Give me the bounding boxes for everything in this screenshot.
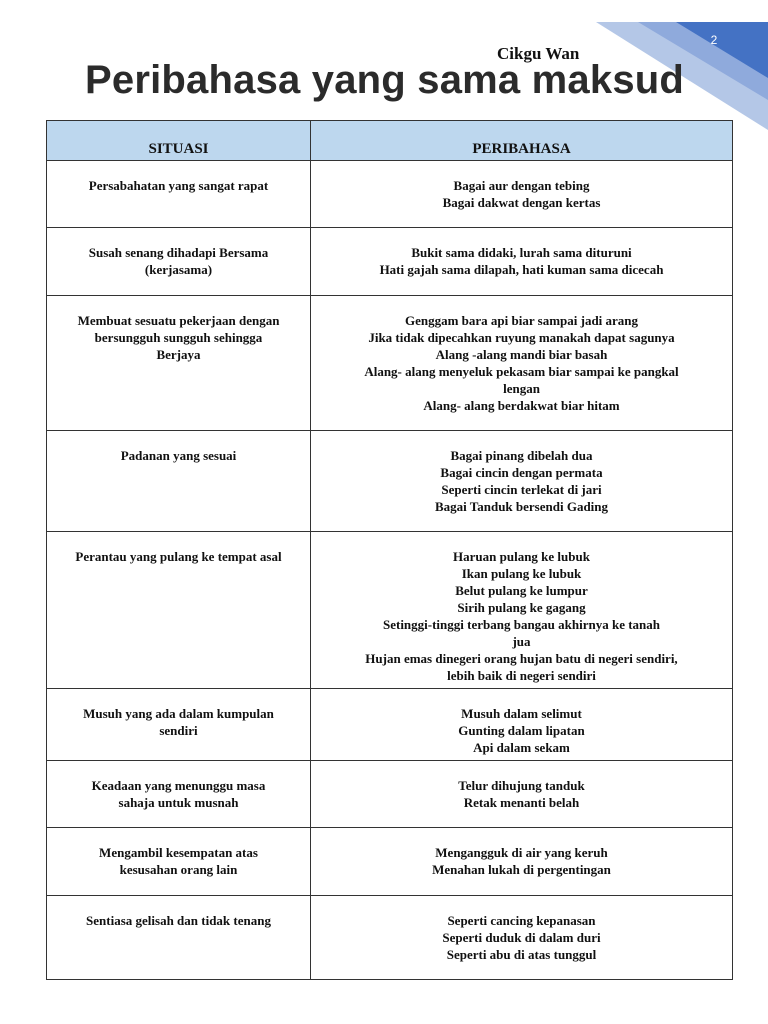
- situasi-line: Susah senang dihadapi Bersama: [88, 245, 269, 260]
- header-peribahasa: PERIBAHASA: [311, 121, 733, 161]
- peribahasa-cell: [311, 431, 733, 532]
- peribahasa-line: Hujan emas dinegeri orang hujan batu di negeri sendiri,: [365, 651, 678, 666]
- table-row: [47, 828, 733, 896]
- peribahasa-cell: [311, 761, 733, 828]
- peribahasa-line: Mengangguk di air yang keruh: [435, 845, 608, 860]
- peribahasa-line: Seperti abu di atas tunggul: [446, 947, 597, 962]
- table-row: [47, 296, 733, 431]
- peribahasa-cell: [311, 828, 733, 896]
- peribahasa-cell: [311, 689, 733, 761]
- peribahasa-cell: [311, 228, 733, 296]
- situasi-cell: [47, 161, 311, 228]
- table-row: [47, 532, 733, 689]
- page-number: 2: [710, 33, 718, 47]
- peribahasa-cell: [311, 296, 733, 431]
- situasi-line: bersungguh sungguh sehingga: [94, 330, 263, 345]
- situasi-line: Berjaya: [156, 347, 201, 362]
- table-row: [47, 228, 733, 296]
- peribahasa-line: Bagai cincin dengan permata: [440, 465, 603, 480]
- situasi-line: Persabahatan yang sangat rapat: [88, 178, 269, 193]
- proverb-table: [46, 120, 733, 980]
- peribahasa-line: Retak menanti belah: [463, 795, 580, 810]
- situasi-cell: [47, 896, 311, 980]
- peribahasa-cell: [311, 896, 733, 980]
- situasi-line: Padanan yang sesuai: [120, 448, 237, 463]
- table-header-row: [47, 121, 733, 161]
- peribahasa-line: Bagai dakwat dengan kertas: [442, 195, 601, 210]
- table-row: [47, 896, 733, 980]
- page-title: Peribahasa yang sama maksud: [85, 58, 685, 102]
- peribahasa-line: Bukit sama didaki, lurah sama dituruni: [411, 245, 632, 260]
- peribahasa-line: Seperti cancing kepanasan: [447, 913, 596, 928]
- situasi-line: Musuh yang ada dalam kumpulan: [83, 706, 274, 721]
- table-row: [47, 761, 733, 828]
- peribahasa-line: Haruan pulang ke lubuk: [453, 549, 590, 564]
- situasi-line: sahaja untuk musnah: [118, 795, 239, 810]
- situasi-cell: [47, 532, 311, 689]
- situasi-cell: [47, 689, 311, 761]
- situasi-cell: [47, 296, 311, 431]
- situasi-line: (kerjasama): [144, 262, 213, 277]
- table-row: [47, 161, 733, 228]
- situasi-line: sendiri: [159, 723, 198, 738]
- peribahasa-line: Sirih pulang ke gagang: [457, 600, 586, 615]
- peribahasa-cell: [311, 161, 733, 228]
- peribahasa-line: Bagai aur dengan tebing: [453, 178, 590, 193]
- situasi-line: Membuat sesuatu pekerjaan dengan: [77, 313, 280, 328]
- situasi-line: Perantau yang pulang ke tempat asal: [75, 549, 282, 564]
- situasi-line: kesusahan orang lain: [119, 862, 238, 877]
- peribahasa-line: Genggam bara api biar sampai jadi arang: [404, 313, 639, 328]
- author-name: Cikgu Wan: [497, 44, 580, 63]
- peribahasa-cell: [311, 532, 733, 689]
- peribahasa-line: Alang- alang berdakwat biar hitam: [423, 398, 620, 413]
- table-row: [47, 431, 733, 532]
- peribahasa-line: Bagai Tanduk bersendi Gading: [434, 499, 609, 514]
- peribahasa-line: Belut pulang ke lumpur: [455, 583, 588, 598]
- situasi-cell: [47, 431, 311, 532]
- peribahasa-line: Menahan lukah di pergentingan: [432, 862, 611, 877]
- peribahasa-line: Telur dihujung tanduk: [458, 778, 585, 793]
- situasi-line: Keadaan yang menunggu masa: [91, 778, 266, 793]
- peribahasa-line: Api dalam sekam: [473, 740, 570, 755]
- situasi-line: Sentiasa gelisah dan tidak tenang: [86, 913, 271, 928]
- peribahasa-line: lebih baik di negeri sendiri: [447, 668, 596, 683]
- peribahasa-line: Setinggi-tinggi terbang bangau akhirnya ke tanah: [382, 617, 661, 632]
- peribahasa-line: Alang- alang menyeluk pekasam biar sampai ke pangkal: [364, 364, 679, 379]
- situasi-cell: [47, 828, 311, 896]
- situasi-line: Mengambil kesempatan atas: [99, 845, 258, 860]
- peribahasa-line: Musuh dalam selimut: [461, 706, 582, 721]
- peribahasa-line: Seperti duduk di dalam duri: [442, 930, 601, 945]
- peribahasa-line: Bagai pinang dibelah dua: [450, 448, 593, 463]
- peribahasa-line: Seperti cincin terlekat di jari: [441, 482, 602, 497]
- peribahasa-line: Ikan pulang ke lubuk: [461, 566, 582, 581]
- peribahasa-line: Gunting dalam lipatan: [458, 723, 585, 738]
- situasi-cell: [47, 761, 311, 828]
- header-situasi: SITUASI: [47, 121, 311, 161]
- situasi-cell: [47, 228, 311, 296]
- peribahasa-line: Jika tidak dipecahkan ruyung manakah dapat sagunya: [368, 330, 675, 345]
- table-row: [47, 689, 733, 761]
- peribahasa-line: Alang -alang mandi biar basah: [435, 347, 608, 362]
- peribahasa-line: jua: [512, 634, 531, 649]
- peribahasa-line: Hati gajah sama dilapah, hati kuman sama dicecah: [379, 262, 664, 277]
- peribahasa-line: lengan: [503, 381, 540, 396]
